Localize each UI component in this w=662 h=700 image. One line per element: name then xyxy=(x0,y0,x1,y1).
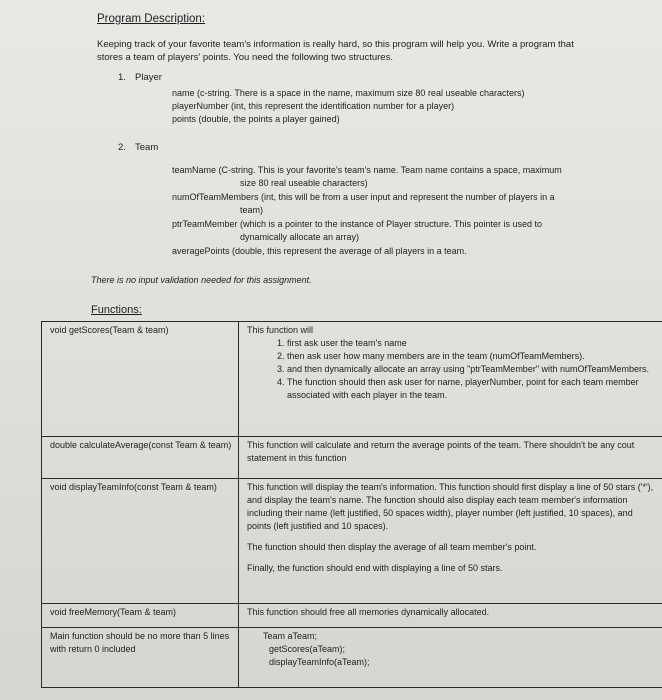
table-row xyxy=(42,479,662,604)
table-row xyxy=(42,437,662,479)
intro-paragraph: Keeping track of your favorite team's information is really hard, so this program will help you. Write a program that stores a team of players' points. You need the following two structures. xyxy=(97,39,574,63)
function-description: This function should free all memories dynamically allocated. xyxy=(239,604,662,628)
functions-table xyxy=(41,321,662,688)
function-description: This function will calculate and return the average points of the team. There shouldn't be any cout statement in this function xyxy=(239,437,662,479)
table-row xyxy=(42,628,662,688)
function-description: This function will display the team's information. This function should first display a line of 50 stars ('*'), and display the team's name. The function should also display each team member's information including their name (left justified, 50 spaces width), player number (left justified, 10 spaces), and points (left justified and 10 spaces). The function should then display the average of all team member's point. Finally, the function should end with displaying a line of 50 stars. xyxy=(239,479,662,604)
note-text: There is no input validation needed for this assignment. xyxy=(91,275,312,285)
list-item: 1. first ask user the team's name xyxy=(287,337,659,350)
structure-field: averagePoints (double, this represent the average of all players in a team. xyxy=(172,246,467,256)
structure-field-continued: dynamically allocate an array) xyxy=(240,232,360,242)
function-signature: double calculateAverage(const Team & team) xyxy=(42,437,239,479)
table-row xyxy=(42,322,662,437)
function-signature: Main function should be no more than 5 lines with return 0 included xyxy=(42,628,239,688)
structure-name: Player xyxy=(135,72,162,83)
structure-name: Team xyxy=(135,142,159,153)
functions-heading: Functions: xyxy=(91,304,142,316)
table-row xyxy=(42,604,662,628)
function-signature: void freeMemory(Team & team) xyxy=(42,604,239,628)
structure-field: name (c-string. There is a space in the name, maximum size 80 real useable characters) xyxy=(172,88,525,98)
structure-field: points (double, the points a player gained) xyxy=(172,114,340,124)
page-title: Program Description: xyxy=(97,13,206,25)
list-item: 4. The function should then ask user for name, playerNumber, point for each team member associated with each player in the team. xyxy=(287,376,659,402)
structure-field: playerNumber (int, this represent the identification number for a player) xyxy=(172,101,455,111)
code-line: Team aTeam; xyxy=(263,631,318,641)
structure-field-continued: size 80 real useable characters) xyxy=(240,178,368,188)
structure-field: numOfTeamMembers (int, this will be from a user input and represent the number of players in a xyxy=(172,192,555,202)
structure-field: ptrTeamMember (which is a pointer to the instance of Player structure. This pointer is used to xyxy=(172,219,543,229)
structure-field-continued: team) xyxy=(240,205,264,215)
code-line: getScores(aTeam); xyxy=(269,644,346,654)
main-code-block xyxy=(239,628,662,688)
function-signature: void displayTeamInfo(const Team & team) xyxy=(42,479,239,604)
structure-number: 1. xyxy=(118,72,126,83)
list-item: 3. and then dynamically allocate an array using "ptrTeamMember" with numOfTeamMembers. xyxy=(287,363,659,376)
structure-field: teamName (C-string. This is your favorite's team's name. Team name contains a space, maximum xyxy=(172,165,562,175)
function-description: This function will 1. first ask user the team's name 2. then ask user how many members are in the team (numOfTeamMembers). 3. and then dynamically allocate an array using "ptrTeamMember" with numOfTeamMembers. 4. The function should then ask user for name, playerNumber, point for each team member associated with each player in the team. xyxy=(239,322,662,437)
steps-list xyxy=(247,337,659,402)
function-signature: void getScores(Team & team) xyxy=(42,322,239,437)
code-line: displayTeamInfo(aTeam); xyxy=(269,657,370,667)
structure-number: 2. xyxy=(118,142,126,153)
list-item: 2. then ask user how many members are in the team (numOfTeamMembers). xyxy=(287,350,659,363)
